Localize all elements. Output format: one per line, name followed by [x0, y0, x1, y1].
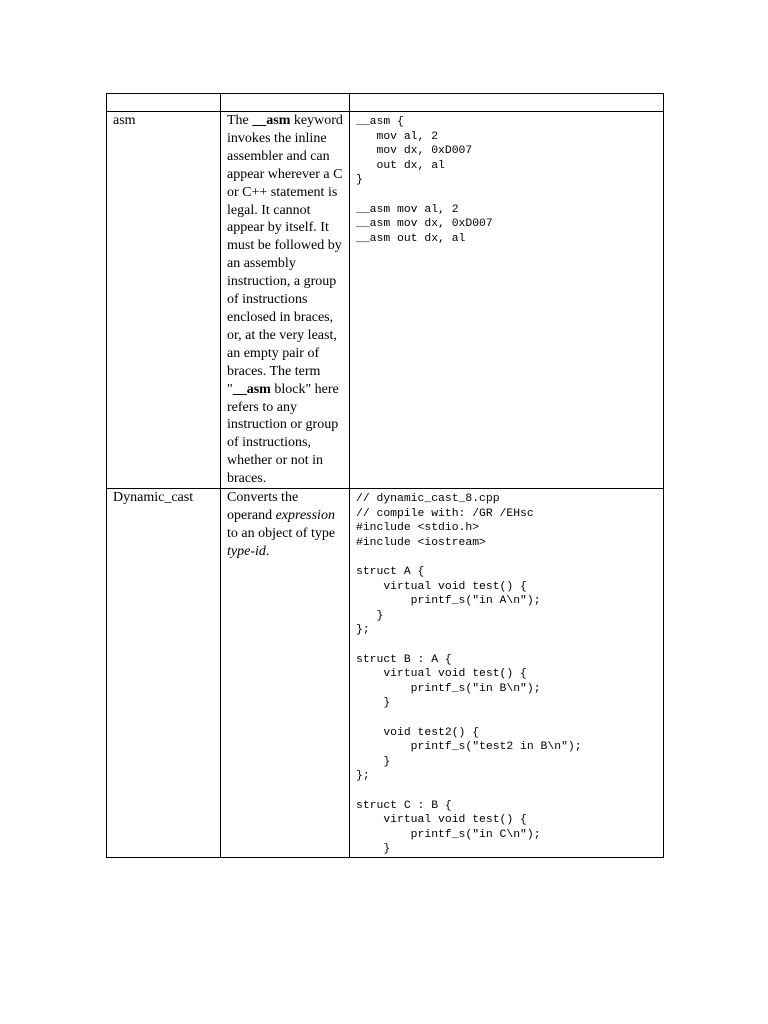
description-bold-keyword: __asm	[232, 381, 271, 397]
code-cell	[350, 489, 664, 858]
description-italic-term: expression	[275, 507, 335, 523]
keyword-table	[106, 93, 664, 858]
header-cell	[221, 94, 350, 112]
description-text: .	[265, 543, 270, 559]
keyword-cell: Dynamic_cast	[107, 489, 221, 858]
table-row	[107, 112, 664, 489]
description-cell	[221, 112, 350, 489]
code-sample: // dynamic_cast_8.cpp // compile with: /GR /EHsc #include <stdio.h> #include <iostream> struct A { virtual void test() { printf_s("in A\n"); } }; struct B : A { virtual void test() { printf_s("in B\n"); } void test2() { printf_s("test2 in B\n"); } }; struct C : B { virtual void test() { printf_s("in C\n"); }	[356, 493, 582, 856]
description-text: Converts the operand	[227, 490, 299, 523]
table-row	[107, 489, 664, 858]
description-text: keyword invokes the inline assembler and can appear wherever a C or C++ statement is legal. It cannot appear by itself. It must be followed by an assembly instruction, a group of instructions enclosed in braces, or, at the very least, an empty pair of braces. The term "	[227, 113, 343, 397]
description-italic-term: type-id	[227, 543, 266, 559]
header-cell	[107, 94, 221, 112]
header-cell	[350, 94, 664, 112]
keyword-cell: asm	[107, 112, 221, 489]
description-text: block" here refers to any instruction or group of instructions, whether or not in braces.	[227, 381, 339, 487]
description-text: The	[227, 113, 253, 128]
description-text: to an object of type	[227, 525, 336, 541]
code-sample: __asm { mov al, 2 mov dx, 0xD007 out dx, al } __asm mov al, 2 __asm mov dx, 0xD007 __asm out dx, al	[356, 116, 493, 245]
description-bold-keyword: __asm	[252, 113, 291, 128]
table-header-row	[107, 94, 664, 112]
code-cell	[350, 112, 664, 489]
description-cell	[221, 489, 350, 858]
